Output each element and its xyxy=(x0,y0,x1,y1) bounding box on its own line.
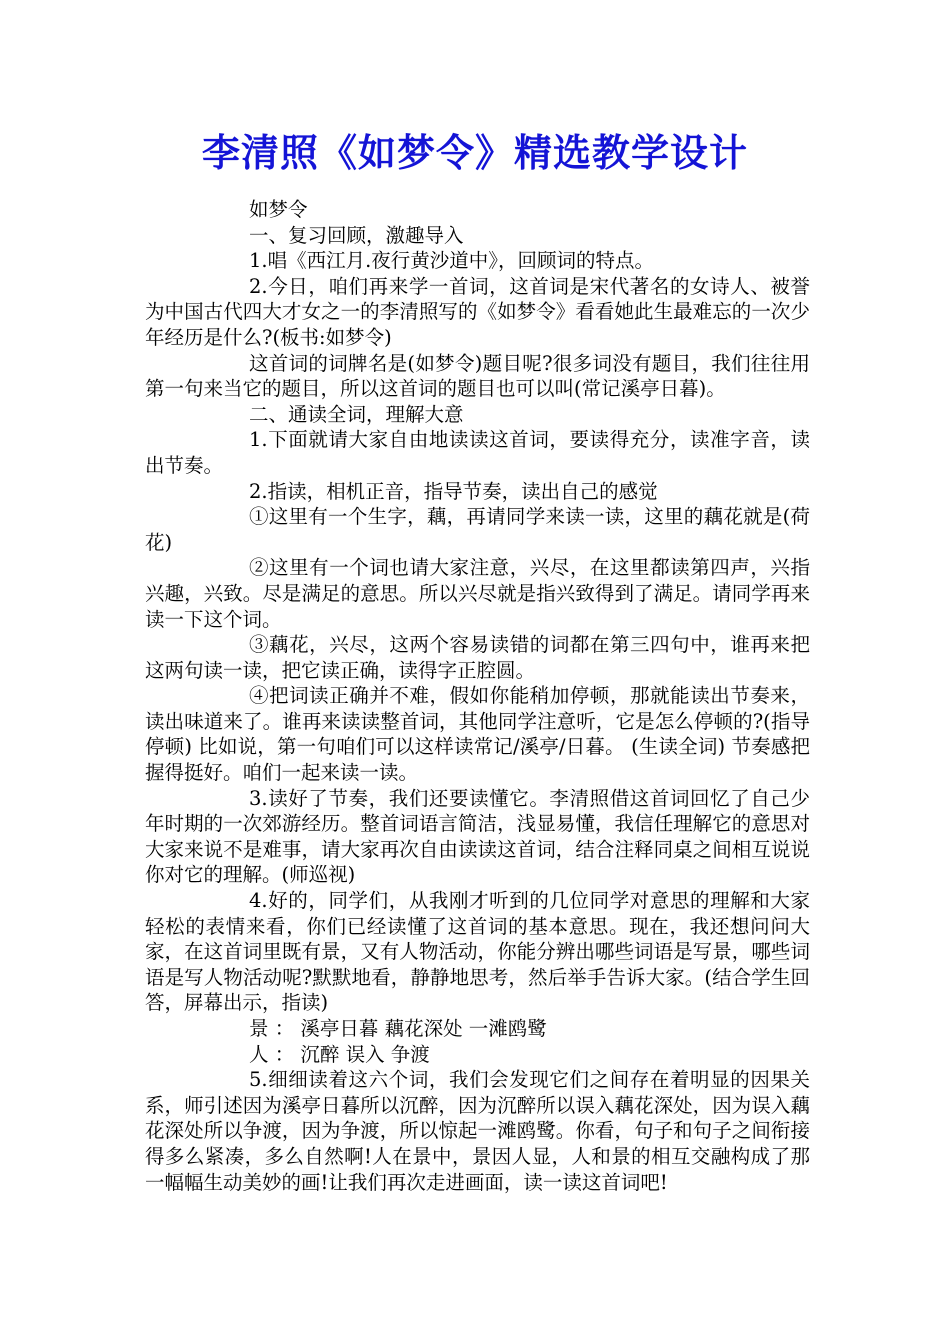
scenery-words-line: 景 ： 溪亭日暮 藕花深处 一滩鸥鹭 xyxy=(249,1017,547,1040)
paragraph: 4.好的，同学们，从我刚才听到的几位同学对意思的理解和大家轻松的表情来看，你们已经读懂了这首词的基本意思。现在，我还想问问大家，在这首词里既有景，又有人物活动，你能分辨出哪些词语是写景，哪些词语是写人物活动呢?默默地看，静静地思考，然后举手告诉大家。(结合学生回答，屏幕出示，指读) xyxy=(145,889,810,1015)
document-body xyxy=(145,197,810,1195)
people-words-line: 人 ： 沉醉 误入 争渡 xyxy=(249,1042,430,1066)
document-title: 李清照《如梦令》精选教学设计 xyxy=(201,131,748,175)
poem-name: 如梦令 xyxy=(249,198,308,221)
paragraph: 5.细细读着这六个词，我们会发现它们之间存在着明显的因果关系，师引述因为溪亭日暮所以沉醉，因为沉醉所以误入藕花深处，因为误入藕花深处所以争渡，因为争渡，所以惊起一滩鸥鹭。你看，句子和句子之间衔接得多么紧凑，多么自然啊!人在景中，景因人显，人和景的相互交融构成了那一幅幅生动美妙的画!让我们再次走进画面，读一读这首词吧! xyxy=(145,1068,810,1194)
paragraph: ④把词读正确并不难，假如你能稍加停顿，那就能读出节奏来，读出味道来了。谁再来读读整首词，其他同学注意听，它是怎么停顿的?(指导停顿) 比如说，第一句咱们可以这样读常记/溪亭/日暮。 (生读全词) 节奏感把握得挺好。咱们一起来读一读。 xyxy=(145,684,810,785)
paragraph: 3.读好了节奏，我们还要读懂它。李清照借这首词回忆了自己少年时期的一次郊游经历。整首词语言简洁，浅显易懂，我信任理解它的意思对大家来说不是难事，请大家再次自由读读这首词，结合注释同桌之间相互说说你对它的理解。(师巡视) xyxy=(145,786,810,887)
paragraph: 1.下面就请大家自由地读读这首词，要读得充分，读准字音，读出节奏。 xyxy=(145,428,810,477)
paragraph: ②这里有一个词也请大家注意，兴尽，在这里都读第四声，兴指兴趣，兴致。尽是满足的意思。所以兴尽就是指兴致得到了满足。请同学再来读一下这个词。 xyxy=(145,556,810,631)
section-heading-2: 二、通读全词，理解大意 xyxy=(249,402,464,426)
paragraph: 这首词的词牌名是(如梦令)题目呢?很多词没有题目，我们往往用第一句来当它的题目，所以这首词的题目也可以叫(常记溪亭日暮)。 xyxy=(145,351,810,401)
paragraph: ①这里有一个生字，藕，再请同学来读一读，这里的藕花就是(荷花) xyxy=(145,505,810,554)
paragraph: 2.今日，咱们再来学一首词，这首词是宋代著名的女诗人、被誉为中国古代四大才女之一的李清照写的《如梦令》看看她此生最难忘的一次少年经历是什么?(板书:如梦令) xyxy=(145,274,810,349)
section-heading-1: 一、复习回顾，激趣导入 xyxy=(249,223,464,247)
paragraph: ③藕花，兴尽，这两个容易读错的词都在第三四句中，谁再来把这两句读一读，把它读正确，读得字正腔圆。 xyxy=(145,633,810,682)
paragraph: 1.唱《西江月.夜行黄沙道中》，回顾词的特点。 xyxy=(249,249,655,273)
paragraph: 2.指读，相机正音，指导节奏，读出自己的感觉 xyxy=(249,479,658,503)
